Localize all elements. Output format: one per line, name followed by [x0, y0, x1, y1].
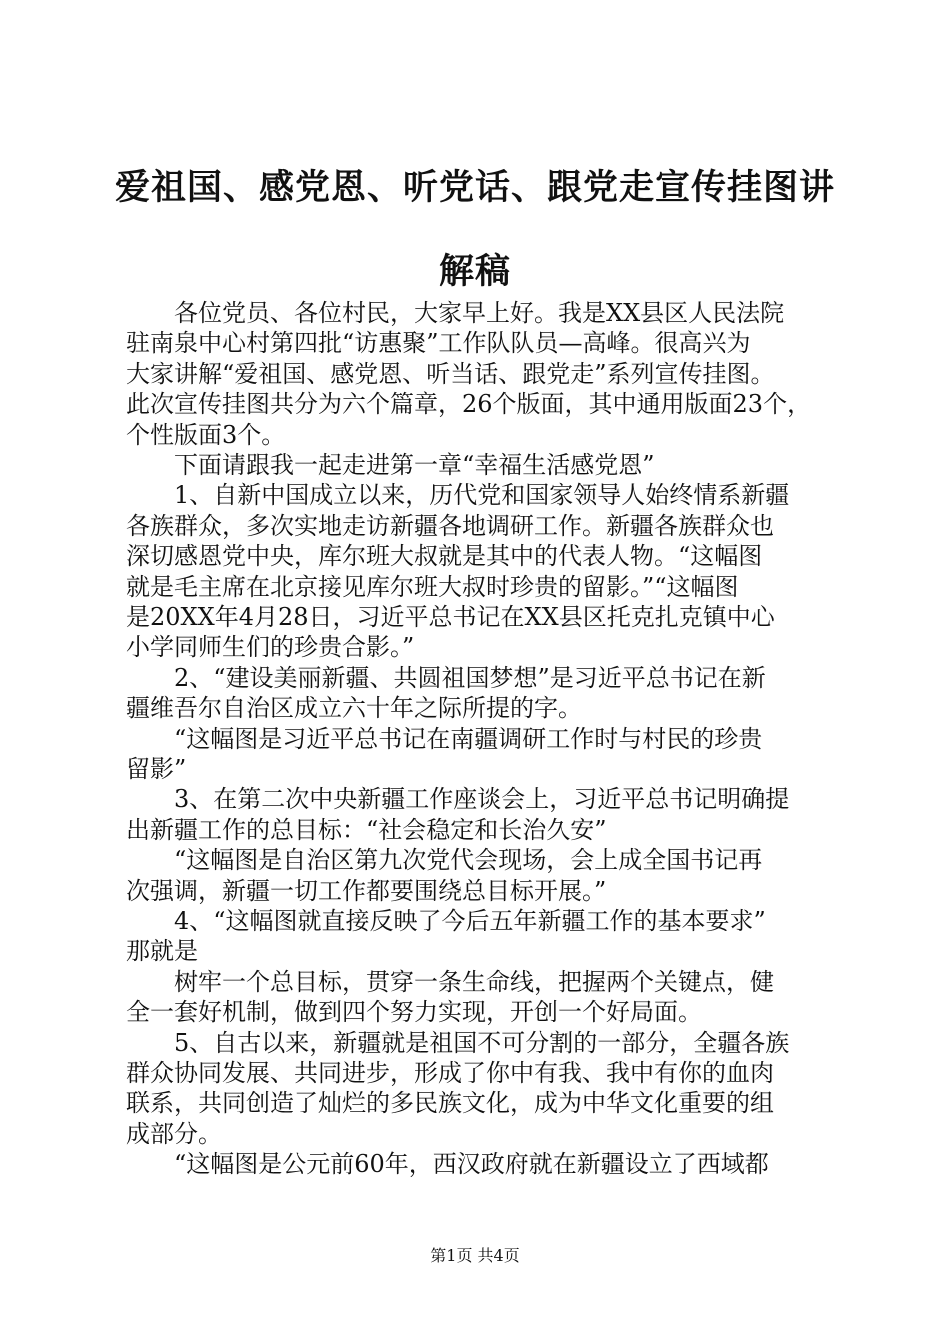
body-line: 疆维吾尔自治区成立六十年之际所提的字。	[126, 694, 582, 723]
body-line: 驻南泉中心村第四批“访惠聚”工作队队员—高峰。很高兴为	[126, 329, 751, 358]
body-line: 是20XX年4月28日，习近平总书记在XX县区托克扎克镇中心	[126, 603, 775, 631]
body-line: 深切感恩党中央，库尔班大叔就是其中的代表人物。“这幅图	[126, 542, 763, 571]
body-line: 大家讲解“爱祖国、感党恩、听当话、跟党走”系列宣传挂图。	[126, 359, 775, 388]
body-line: 下面请跟我一起走进第一章“幸福生活感党恩”	[126, 451, 655, 479]
body-line: “这幅图是公元前60年，西汉政府就在新疆设立了西域都	[126, 1150, 769, 1179]
body-line: 留影”	[126, 755, 187, 783]
body-line: 出新疆工作的总目标：“社会稳定和长治久安”	[126, 815, 607, 844]
body-line: 全一套好机制，做到四个努力实现，开创一个好局面。	[126, 998, 702, 1027]
body-line: 就是毛主席在北京接见库尔班大叔时珍贵的留影。”“这幅图	[126, 572, 739, 601]
body-line: 1、自新中国成立以来，历代党和国家领导人始终情系新疆	[126, 481, 790, 510]
body-line: 5、自古以来，新疆就是祖国不可分割的一部分，全疆各族	[126, 1028, 790, 1057]
body-line: 那就是	[126, 937, 198, 966]
body-line: 此次宣传挂图共分为六个篇章，26个版面，其中通用版面23个，	[126, 390, 812, 419]
body-line: 小学同师生们的珍贵合影。”	[126, 633, 415, 662]
body-line: 4、“这幅图就直接反映了今后五年新疆工作的基本要求”	[126, 907, 766, 935]
document-title-line-2: 解稿	[438, 252, 511, 292]
body-line: 群众协同发展、共同进步，形成了你中有我、我中有你的血肉	[126, 1059, 774, 1087]
body-line: 树牢一个总目标，贯穿一条生命线，把握两个关键点，健	[126, 967, 774, 996]
body-line: 联系，共同创造了灿烂的多民族文化，成为中华文化重要的组	[126, 1089, 774, 1118]
body-line: 3、在第二次中央新疆工作座谈会上，习近平总书记明确提	[126, 785, 790, 814]
body-line: “这幅图是自治区第九次党代会现场，会上成全国书记再	[126, 846, 763, 875]
body-line: 2、“建设美丽新疆、共圆祖国梦想”是习近平总书记在新	[126, 663, 766, 692]
page-footer: 第1页 共4页	[430, 1246, 520, 1265]
body-line: 次强调，新疆一切工作都要围绕总目标开展。”	[126, 876, 607, 905]
body-line: 个性版面3个。	[126, 420, 286, 449]
body-line: “这幅图是习近平总书记在南疆调研工作时与村民的珍贵	[126, 724, 763, 753]
body-line: 各位党员、各位村民，大家早上好。我是XX县区人民法院	[126, 299, 785, 327]
body-line: 各族群众，多次实地走访新疆各地调研工作。新疆各族群众也	[126, 511, 774, 540]
document-title-line-1: 爱祖国、感党恩、听党话、跟党走宣传挂图讲	[114, 168, 835, 208]
body-line: 成部分。	[126, 1119, 222, 1148]
